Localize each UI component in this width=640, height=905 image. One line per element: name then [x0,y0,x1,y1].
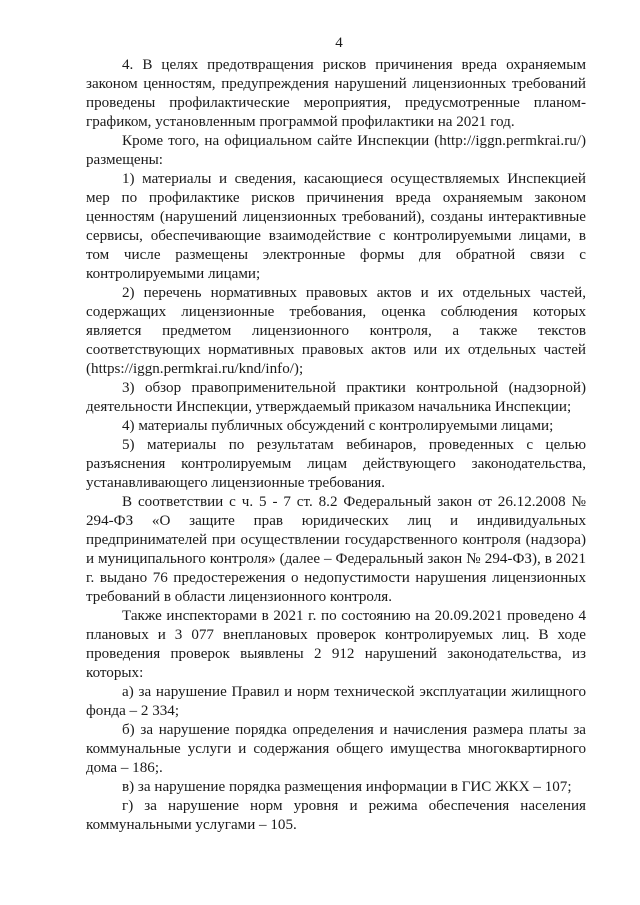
document-body [86,56,586,835]
paragraph-inspections: Также инспекторами в 2021 г. по состоянию на 20.09.2021 проведено 4 плановых и 3 077 внеплановых проверок контролируемых лиц. В ходе проведения проверок выявлены 2 912 нарушений законодательства, из которых: [86,608,586,681]
list-item-violation-a: а) за нарушение Правил и норм технической эксплуатации жилищного фонда – 2 334; [86,684,586,719]
list-item-public-discussions: 4) материалы публичных обсуждений с контролируемыми лицами; [122,418,554,434]
list-item-violation-d: г) за нарушение норм уровня и режима обеспечения населения коммунальными услугами – 105. [86,798,586,833]
list-item-violation-c: в) за нарушение порядка размещения информации в ГИС ЖКХ – 107; [122,779,572,795]
list-item-practice-review: 3) обзор правоприменительной практики контрольной (надзорной) деятельности Инспекции, утверждаемый приказом начальника Инспекции; [86,380,586,415]
list-item-materials: 1) материалы и сведения, касающиеся осуществляемых Инспекцией мер по профилактике рисков причинения вреда охраняемым законом ценностям (нарушений лицензионных требований), созданы интерактивные сервисы, обеспечивающие взаимодействие с контролируемыми лицами, в том числе размещены электронные формы для обратной связи с контролируемыми лицами; [86,171,586,282]
paragraph-prevention-measures: 4. В целях предотвращения рисков причинения вреда охраняемым законом ценностям, предупреждения нарушений лицензионных требований проведены профилактические мероприятия, предусмотренные планом-графиком, установленным программой профилактики на 2021 год. [86,57,586,130]
paragraph-warnings: В соответствии с ч. 5 - 7 ст. 8.2 Федеральный закон от 26.12.2008 № 294-ФЗ «О защите прав юридических лиц и индивидуальных предпринимателей при осуществлении государственного контроля (надзора) и муниципального контроля» (далее – Федеральный закон № 294-ФЗ), в 2021 г. выдано 76 предостережения о недопустимости нарушения лицензионных требований в области лицензионного контроля. [86,494,586,605]
page-number: 4 [335,35,343,51]
paragraph-website-intro: Кроме того, на официальном сайте Инспекции (http://iggn.permkrai.ru/) размещены: [86,133,586,168]
list-item-webinars: 5) материалы по результатам вебинаров, проведенных с целью разъяснения контролируемым лицам действующего законодательства, устанавливающего лицензионные требования. [86,437,586,491]
list-item-legal-acts: 2) перечень нормативных правовых актов и их отдельных частей, содержащих лицензионные требования, оценка соблюдения которых является предметом лицензионного контроля, а также текстов соответствующих нормативных правовых актов или их отдельных частей (https://iggn.permkrai.ru/knd/info/); [86,285,586,377]
list-item-violation-b: б) за нарушение порядка определения и начисления размера платы за коммунальные услуги и содержания общего имущества многоквартирного дома – 186;. [86,722,586,776]
